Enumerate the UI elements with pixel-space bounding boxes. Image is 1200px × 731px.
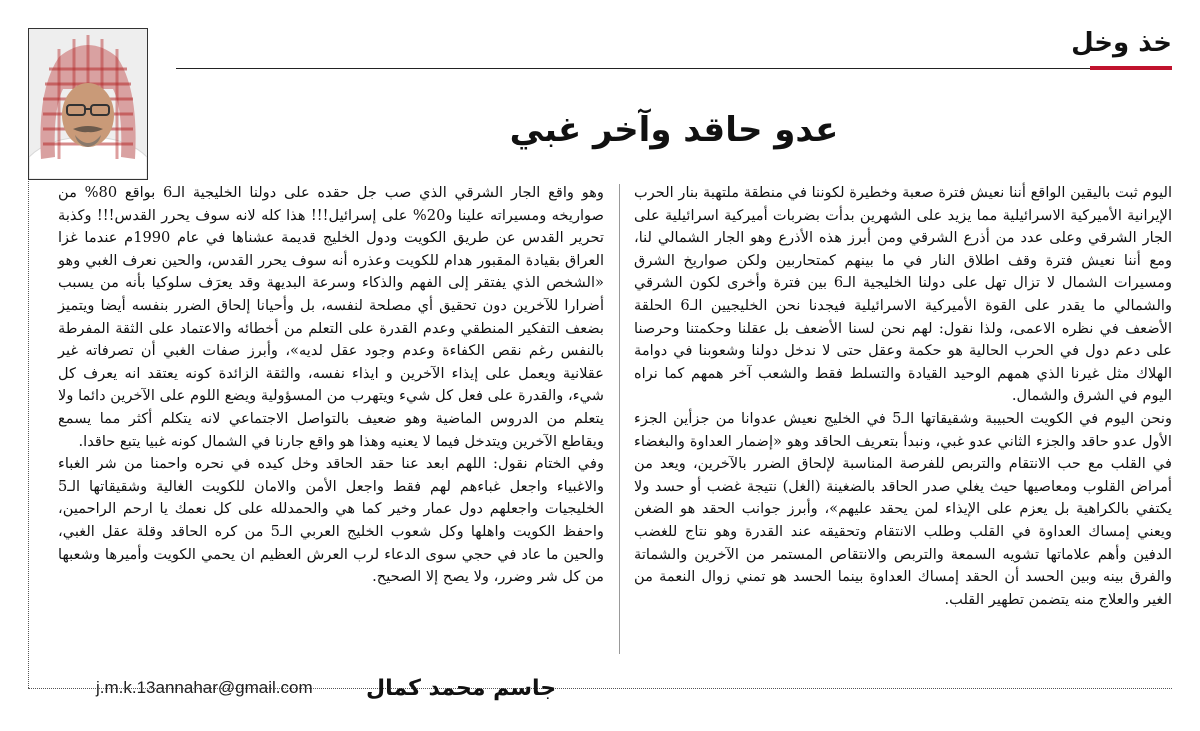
author-photo xyxy=(28,28,148,180)
header-rule xyxy=(176,68,1172,69)
paragraph: وفي الختام نقول: اللهم ابعد عنا حقد الحاقد وخل كيده في نحره واحمنا من شر الغباء والاغبياء واجعل غباءهم لهم فقط واجعل الأمن والامان للكويت الغالية وشقيقاتها الـ5 الخليجيات واجعلهم دول عمار وخير كما هي والحمدلله على كل نعمك يا ارحم الراحمين، واحفظ الكويت واهلها وكل شعوب الخليج العربي الـ5 من كره الحاقد وقلة عقل الغبي، والحين ما عاد في حجي سوى الدعاء لرب العرش العظيم ان يحمي الكويت وأميرها وشعبها من كل شر وضرر، ولا يصح إلا الصحيح. xyxy=(58,455,604,586)
article-headline: عدو حاقد وآخر غبي xyxy=(509,110,839,150)
column-tag: خذ وخل xyxy=(1071,28,1172,58)
article-column-right xyxy=(634,182,1172,611)
author-name: جاسم محمد كمال xyxy=(366,676,557,701)
author-portrait-icon xyxy=(29,29,147,179)
paragraph: اليوم ثبت باليقين الواقع أننا نعيش فترة صعبة وخطيرة لكوننا في منطقة ملتهبة بنار الحرب الإيرانية الأميركية الاسرائيلية مما يزيد على الشهرين بدأت بضربات أميركية اسرائيلية على الجار الشرقي وعلى عدد من أذرع الشرقي ومن أبرز هذه الأذرع وهو الجار الشمالي لنا، ومع أننا نعيش فترة وقف اطلاق النار في ما بينهم كمتحاربين ولكن صواريخ الشرق ومسيرات الشمال لا تزال تهل على دولنا الخليجية الـ6 بين فترة وأخرى لكون الشرقي والشمالي ما يقدر على القوة الأميركية الاسرائيلية فيجدنا نحن الخليجيين الـ6 الحلقة الأضعف في نظره الاعمى، ولذا نقول: لهم نحن لسنا الأضعف بل عقلنا وحكمتنا وحرصنا على دعم دول في الحرب الحالية هو حكمة وعقل حتى لا ندخل دولنا وشعوبنا في دوامة الهلاك مثل غيرنا الذي همهم الوحيد القيادة والتسلط فقط والشعب آخر همهم كما نراه اليوم في الشرق والشمال. xyxy=(634,184,1172,405)
paragraph: ونحن اليوم في الكويت الحبيبة وشقيقاتها الـ5 في الخليج نعيش عدوانا من جزأين الجزء الأول عدو حاقد والجزء الثاني عدو غبي، ونبدأ بتعريف الحاقد وهو «إضمار العداوة والبغضاء في القلب مع حب الانتقام والتربص للفرصة المناسبة لإلحاق الضرر بالآخرين، ويعد من أمراض القلوب ومعاصيها حيث يغلي صدر الحاقد بالضغينة (الغل) نتيجة غضب أو حسد ولا يكتفي بالكراهية بل يعزم على الإيذاء لمن يحقد عليهم»، وأبرز جوانب الحقد هو الضغن ويعني إمساك العداوة في القلب وطلب الانتقام وتحقيقه عند القدرة وهو نتاج للغضب الدفين وأهم علاماتها تشويه السمعة والتربص والانتقاص المستمر من الآخرين والشماتة والفرق بينه وبين الحسد أن الحقد إمساك العداوة بينما الحسد هو تمني زوال النعمة من الغير والعلاج منه يتضمن تطهير القلب. xyxy=(634,409,1172,608)
column-tag-accent-rule xyxy=(1090,66,1172,70)
paragraph: وهو واقع الجار الشرقي الذي صب جل حقده على دولنا الخليجية الـ6 بواقع 80% من صواريخه ومسيراته علينا و20% على إسرائيل!!! هذا كله لانه سوف يحرر القدس!!! وكذبة تحرير القدس عن طريق الكويت ودول الخليج قديمة عشناها في عام 1990م عندما غزا العراق بقيادة المقبور هدام للكويت وعذره أنه سوف يحرر القدس، والحين نعرف الغبي وهو «الشخص الذي يفتقر إلى الفهم والذكاء وسرعة البديهة وقد يعرَف سلوكيا بأنه من يسبب أضرارا للآخرين دون تحقيق أي مصلحة لنفسه، بل وأحيانا إلحاق الضرر بنفسه أيضا ويتميز بضعف التفكير المنطقي وعدم القدرة على التعلم من أخطائه والاعتماد على الثقة المفرطة بالنفس رغم نقص الكفاءة وعدم وجود عقل لديه»، وأبرز صفات الغبي أن تصرفاته غير عقلانية ويعمل على إيذاء الآخرين و ايذاء نفسه، والثقة الزائدة كونه يعتقد انه يعرف كل شيء، والقدرة على فعل كل شيء ويتهرب من المسؤولية ويضع اللوم على الآخرين دائما ولا يتعلم من الدروس الماضية وهو ضعيف بالتواصل الاجتماعي لانه يتكلم أكثر مما يسمع ويقاطع الآخرين ويتدخل فيما لا يعنيه وهذا هو واقع جارنا في الشمال كونه غبيا يتبع حاقدا. xyxy=(58,184,604,450)
column-divider xyxy=(619,184,620,654)
article-column-left xyxy=(58,182,604,589)
author-email-link[interactable]: j.m.k.13annahar@gmail.com xyxy=(96,678,313,697)
